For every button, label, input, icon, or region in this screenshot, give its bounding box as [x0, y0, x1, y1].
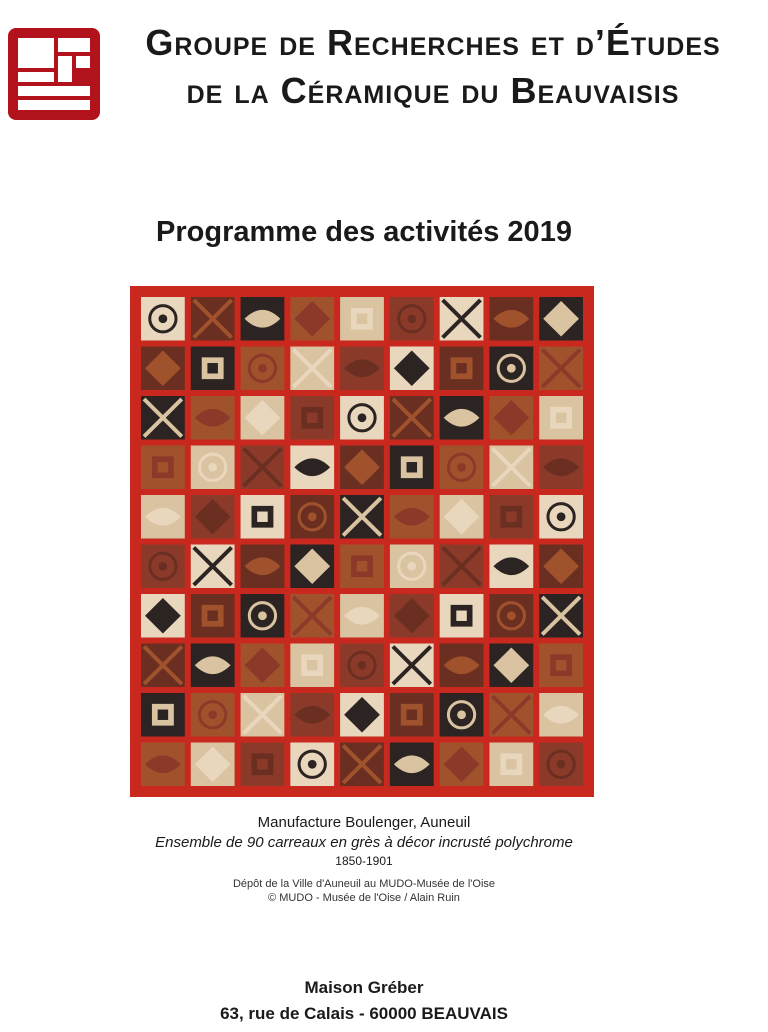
ceramic-tile: [440, 347, 484, 391]
ceramic-tile: [290, 495, 334, 539]
ceramic-tile: [440, 545, 484, 589]
program-title: Programme des activités 2019: [156, 216, 572, 248]
artwork-maker: Manufacture Boulenger, Auneuil: [257, 814, 471, 831]
ceramic-tile: [290, 693, 334, 737]
ceramic-tile: [141, 396, 185, 440]
ceramic-tile: [191, 495, 235, 539]
artwork-description: Ensemble de 90 carreaux en grès à décor incrusté polychrome: [155, 834, 573, 851]
ceramic-tile: [290, 297, 334, 341]
ceramic-tile: [191, 594, 235, 638]
ceramic-tile: [539, 594, 583, 638]
ceramic-tile: [191, 693, 235, 737]
ceramic-tile: [141, 347, 185, 391]
ceramic-tile: [241, 693, 285, 737]
ceramic-tile: [440, 396, 484, 440]
ceramic-tile: [241, 396, 285, 440]
ceramic-tile: [440, 594, 484, 638]
ceramic-tile: [489, 396, 533, 440]
ceramic-tile: [241, 495, 285, 539]
ceramic-tile: [539, 545, 583, 589]
ceramic-tile: [440, 743, 484, 787]
ceramic-tile: [340, 297, 384, 341]
ceramic-tile: [340, 396, 384, 440]
ceramic-tile: [390, 644, 434, 688]
ceramic-tile: [340, 545, 384, 589]
ceramic-tile: [241, 545, 285, 589]
ceramic-tile: [340, 644, 384, 688]
ceramic-tile: [440, 495, 484, 539]
ceramic-tile: [141, 446, 185, 490]
ceramic-tile: [290, 545, 334, 589]
ceramic-tiles-image: [130, 286, 594, 797]
ceramic-tile: [340, 446, 384, 490]
ceramic-tile: [539, 347, 583, 391]
ceramic-tile: [539, 396, 583, 440]
ceramic-tile: [489, 644, 533, 688]
ceramic-tile: [539, 495, 583, 539]
ceramic-tile: [141, 297, 185, 341]
ceramic-tile: [489, 594, 533, 638]
ceramic-tile: [290, 347, 334, 391]
ceramic-tile: [340, 495, 384, 539]
ceramic-tile: [440, 446, 484, 490]
ceramic-tile: [390, 396, 434, 440]
organization-title-line2: de la Céramique du Beauvaisis: [186, 70, 680, 111]
ceramic-tile: [191, 347, 235, 391]
ceramic-tile: [191, 644, 235, 688]
ceramic-tile: [489, 743, 533, 787]
ceramic-tile: [290, 446, 334, 490]
ceramic-tile: [290, 743, 334, 787]
ceramic-tile: [141, 743, 185, 787]
ceramic-tile: [489, 495, 533, 539]
ceramic-tile: [539, 446, 583, 490]
ceramic-tile: [489, 545, 533, 589]
ceramic-tile: [489, 297, 533, 341]
artwork-credit-line2: © MUDO - Musée de l'Oise / Alain Ruin: [268, 892, 460, 904]
ceramic-tile: [141, 594, 185, 638]
ceramic-tile: [290, 644, 334, 688]
ceramic-tile: [141, 693, 185, 737]
artwork-credit-line1: Dépôt de la Ville d'Auneuil au MUDO-Musée de l'Oise: [232, 878, 496, 890]
ceramic-tile: [539, 644, 583, 688]
ceramic-tile: [489, 693, 533, 737]
ceramic-tile: [191, 743, 235, 787]
ceramic-tile: [241, 297, 285, 341]
ceramic-tile: [290, 594, 334, 638]
ceramic-tile: [191, 446, 235, 490]
ceramic-tile: [390, 446, 434, 490]
ceramic-tile: [390, 545, 434, 589]
venue-name: Maison Gréber: [304, 978, 424, 997]
ceramic-tile: [340, 347, 384, 391]
ceramic-tile: [290, 396, 334, 440]
ceramic-tile: [191, 396, 235, 440]
ceramic-tile: [241, 594, 285, 638]
ceramic-tile: [390, 594, 434, 638]
ceramic-tile: [539, 693, 583, 737]
ceramic-tile: [191, 297, 235, 341]
ceramic-tile: [340, 594, 384, 638]
ceramic-tile: [241, 644, 285, 688]
ceramic-tile: [390, 347, 434, 391]
ceramic-tile: [390, 743, 434, 787]
ceramic-tile: [440, 644, 484, 688]
ceramic-tile: [191, 545, 235, 589]
ceramic-tile: [489, 347, 533, 391]
ceramic-tile: [390, 297, 434, 341]
ceramic-tile: [241, 347, 285, 391]
ceramic-tile: [141, 545, 185, 589]
ceramic-tile: [440, 297, 484, 341]
venue-address: 63, rue de Calais - 60000 BEAUVAIS: [220, 1004, 508, 1023]
ceramic-tile: [390, 495, 434, 539]
ceramic-tile: [539, 743, 583, 787]
ceramic-tile: [340, 693, 384, 737]
artwork-dates: 1850-1901: [335, 854, 393, 868]
ceramic-tile: [340, 743, 384, 787]
gre-logo-icon: [8, 28, 100, 120]
ceramic-tile: [440, 693, 484, 737]
ceramic-tile: [241, 743, 285, 787]
ceramic-tile: [141, 644, 185, 688]
ceramic-tile: [141, 495, 185, 539]
ceramic-tile: [241, 446, 285, 490]
organization-title-line1: Groupe de Recherches et d’Études: [145, 22, 721, 63]
ceramic-tile: [539, 297, 583, 341]
ceramic-tile: [390, 693, 434, 737]
ceramic-tile: [489, 446, 533, 490]
